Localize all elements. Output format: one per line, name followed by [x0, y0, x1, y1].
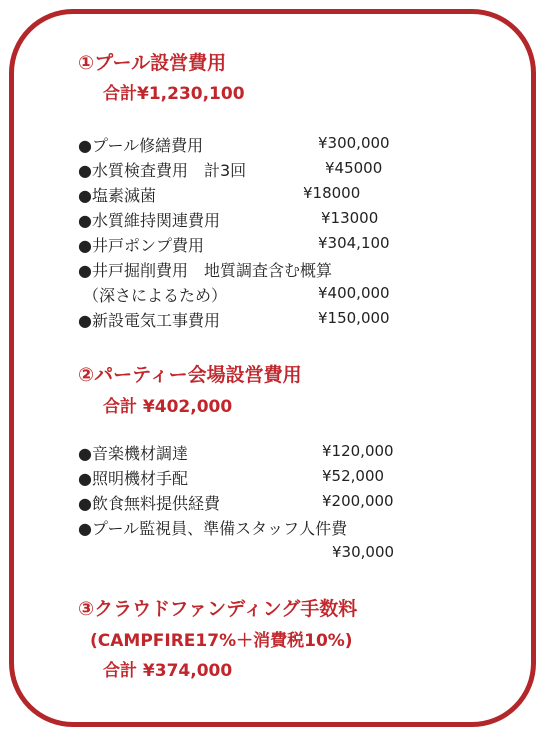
list-item-label: ●照明機材手配: [78, 469, 188, 488]
list-item-label: ●塩素滅菌: [78, 186, 156, 205]
list-item-label: ●プール修繕費用: [78, 136, 204, 155]
section-2-heading: ②パーティー会場設営費用: [78, 364, 302, 386]
list-item-label: ●新設電気工事費用: [78, 311, 220, 330]
list-item-label: ●音楽機材調達: [78, 444, 188, 463]
section-3-total: 合計 ¥374,000: [103, 661, 233, 681]
list-item-amount: ¥304,100: [318, 234, 390, 252]
list-item-label: ●プール監視員、準備スタッフ人件費: [78, 519, 348, 538]
list-item-label: ●井戸掘削費用 地質調査含む概算: [78, 261, 332, 280]
section-3-subheading: (CAMPFIRE17%＋消費税10%): [90, 631, 353, 651]
list-item-amount: ¥52,000: [322, 467, 385, 485]
list-item-amount: ¥45000: [325, 159, 383, 177]
list-item-label: ●水質検査費用 計3回: [78, 161, 247, 180]
list-item-amount: ¥200,000: [322, 492, 394, 510]
list-item-label: ●飲食無料提供経費: [78, 494, 220, 513]
list-item-amount: ¥120,000: [322, 442, 394, 460]
list-item-label: ●水質維持関連費用: [78, 211, 220, 230]
list-item-amount: ¥400,000: [318, 284, 390, 302]
list-item-amount: ¥300,000: [318, 134, 390, 152]
section-1-total: 合計¥1,230,100: [103, 84, 245, 104]
list-item-label: （深さによるため）: [83, 286, 228, 305]
list-item-amount: ¥30,000: [332, 543, 395, 561]
section-1-heading: ①プール設営費用: [78, 52, 227, 74]
list-item-amount: ¥150,000: [318, 309, 390, 327]
section-3-heading: ③クラウドファンディング手数料: [78, 598, 358, 620]
section-2-total: 合計 ¥402,000: [103, 397, 233, 417]
list-item-amount: ¥18000: [303, 184, 361, 202]
list-item-label: ●井戸ポンプ費用: [78, 236, 204, 255]
list-item-amount: ¥13000: [321, 209, 379, 227]
